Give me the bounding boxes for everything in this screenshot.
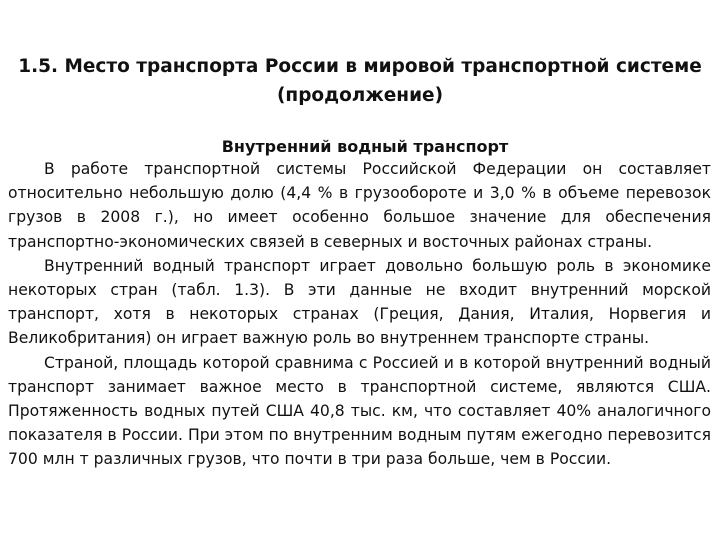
paragraph-3: Страной, площадь которой сравнима с Россией и в которой внутренний водный транспорт занимает важное место в транспортной системе, являются США. Протяженность водных путей США 40,8 тыс. км, что составляет 40% аналогичного показателя в России. При этом по внутренним водным путям ежегодно перевозится 700 млн т различных грузов, что почти в три раза больше, чем в России. [8,353,711,469]
body-text [8,157,711,472]
paragraph-2: Внутренний водный транспорт играет довольно большую роль в экономике некоторых стран (табл. 1.3). В эти данные не входит внутренний морской транспорт, хотя в некоторых странах (Греция, Дания, Италия, Норвегия и Великобритания) он играет важную роль во внутреннем транспорте страны. [8,256,711,348]
slide-title-line-1: 1.5. Место транспорта России в мировой транспортной системе [18,56,702,77]
paragraph-1: В работе транспортной системы Российской Федерации он составляет относительно небольшую долю (4,4 % в грузообороте и 3,0 % в объеме перевозок грузов в 2008 г.), но имеет особенно большое значение для обеспечения транспортно-экономических связей в северных и восточных районах страны. [8,160,711,251]
slide-title [0,52,720,110]
slide-title-line-2: (продолжение) [276,85,444,106]
section-subheading: Внутренний водный транспорт [221,137,509,156]
